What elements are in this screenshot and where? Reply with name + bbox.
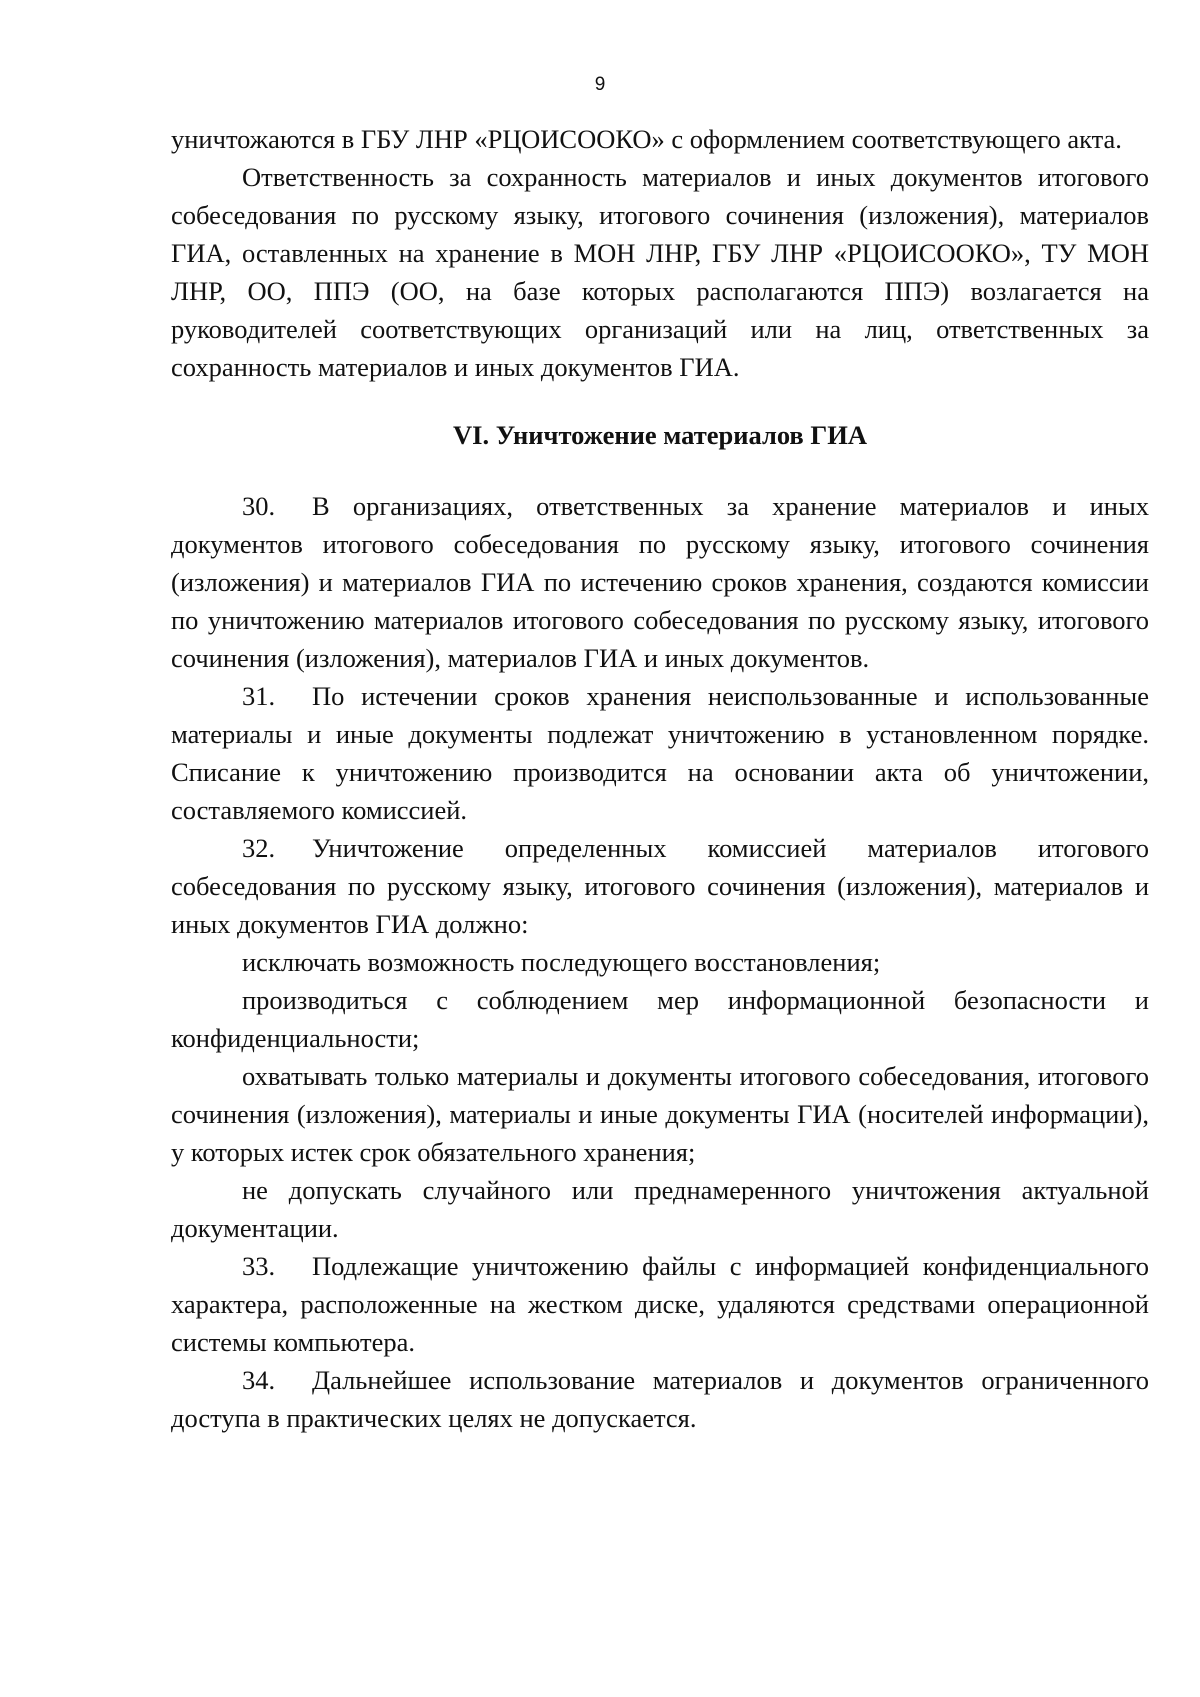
item-text: Уничтожение определенных комиссией материалов итогового собеседования по русскому языку, итогового сочинения (изложения), материалов и иных документов ГИА должно:: [171, 833, 1149, 939]
item-number: 30.: [242, 491, 276, 521]
list-item: [171, 1247, 1149, 1361]
item-text: По истечении сроков хранения неиспользованные и использованные материалы и иные документы подлежат уничтожению в установленном порядке. Списание к уничтожению производится на основании акта об уничтожении, составляемого комиссией.: [171, 681, 1149, 825]
item-text: Дальнейшее использование материалов и документов ограниченного доступа в практических целях не допускается.: [171, 1365, 1149, 1433]
item-number: 33.: [242, 1251, 276, 1281]
requirement-item: не допускать случайного или преднамеренного уничтожения актуальной документации.: [171, 1175, 1149, 1243]
item-number: 34.: [242, 1365, 276, 1395]
paragraph-continuation: уничтожаются в ГБУ ЛНР «РЦОИСООКО» с оформлением соответствующего акта.: [171, 124, 1122, 154]
paragraph-responsibility: Ответственность за сохранность материалов и иных документов итогового собеседования по русскому языку, итогового сочинения (изложения), материалов ГИА, оставленных на хранение в МОН ЛНР, ГБУ ЛНР «РЦОИСООКО», ТУ МОН ЛНР, ОО, ППЭ (ОО, на базе которых располагаются ППЭ) возлагается на руководителей соответствующих организаций или на лиц, ответственных за сохранность материалов и иных документов ГИА.: [171, 162, 1149, 382]
list-item: [171, 829, 1149, 943]
section-heading: VI. Уничтожение материалов ГИА: [453, 420, 867, 450]
list-item: [171, 677, 1149, 829]
list-item: [171, 487, 1149, 677]
requirement-item: охватывать только материалы и документы итогового собеседования, итогового сочинения (изложения), материалы и иные документы ГИА (носителей информации), у которых истек срок обязательного хранения;: [171, 1061, 1149, 1167]
page-number: 9: [594, 74, 606, 95]
list-item: [171, 1361, 1149, 1437]
item-text: Подлежащие уничтожению файлы с информацией конфиденциального характера, расположенные на жестком диске, удаляются средствами операционной системы компьютера.: [171, 1251, 1149, 1357]
item-number: 31.: [242, 681, 276, 711]
item-number: 32.: [242, 833, 276, 863]
requirement-item: производиться с соблюдением мер информационной безопасности и конфиденциальности;: [171, 985, 1149, 1053]
item-text: В организациях, ответственных за хранение материалов и иных документов итогового собеседования по русскому языку, итогового сочинения (изложения) и материалов ГИА по истечению сроков хранения, создаются комиссии по уничтожению материалов итогового собеседования по русскому языку, итогового сочинения (изложения), материалов ГИА и иных документов.: [171, 491, 1149, 673]
requirement-item: исключать возможность последующего восстановления;: [242, 947, 881, 977]
document-body: [171, 120, 1149, 1437]
